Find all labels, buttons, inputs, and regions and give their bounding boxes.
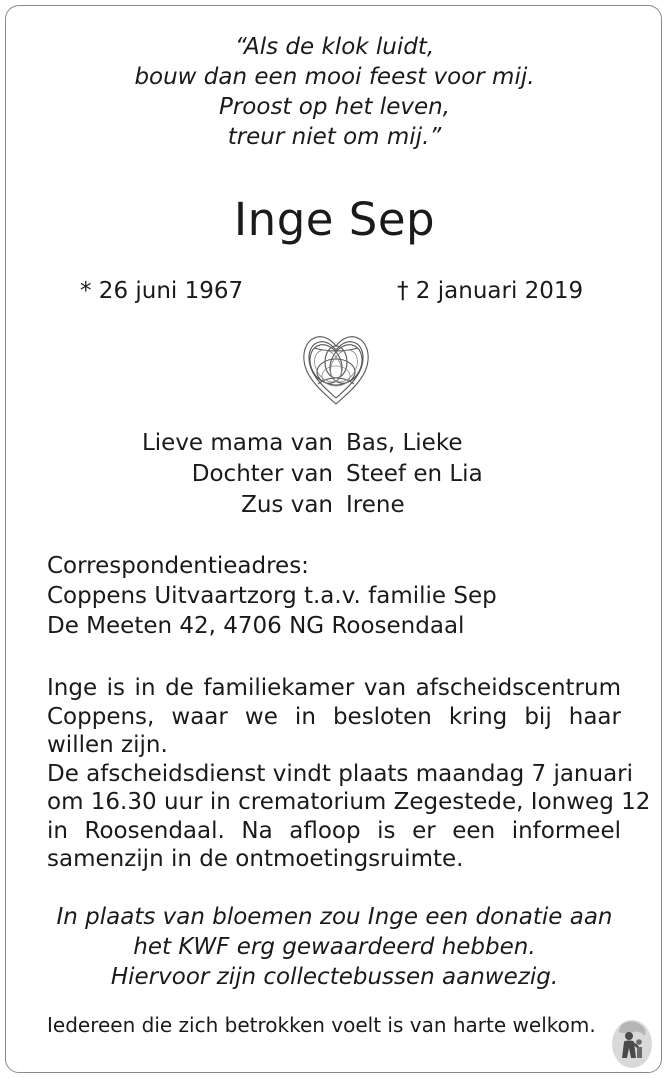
relation-row [0, 428, 669, 459]
correspondence-heading: Correspondentieadres: [47, 553, 309, 579]
ceremony-details [47, 674, 651, 874]
poem-line: bouw dan een mooi feest voor mij. [134, 64, 535, 90]
body-line: willen zijn. [47, 732, 168, 758]
deceased-name: Inge Sep [233, 193, 436, 246]
body-line: Coppens, waar we in besloten kring bij haar [47, 703, 621, 730]
donation-line: het KWF erg gewaardeerd hebben. [133, 934, 536, 960]
relation-label: Dochter van [191, 461, 333, 487]
welcome-note: Iedereen die zich betrokken voelt is van harte welkom. [47, 1013, 596, 1037]
relation-value: Bas, Lieke [346, 430, 463, 456]
donation-line: Hiervoor zijn collectebussen aanwezig. [110, 964, 559, 990]
relation-value: Steef en Lia [346, 461, 483, 487]
body-line: samenzijn in de ontmoetingsruimte. [47, 846, 464, 872]
correspondence-line: De Meeten 42, 4706 NG Roosendaal [47, 613, 465, 639]
birth-date: * 26 juni 1967 [80, 278, 244, 304]
donation-note [0, 902, 669, 992]
poem-line: treur niet om mij.” [227, 124, 442, 150]
body-line: Inge is in de familiekamer van afscheidscentrum [47, 675, 621, 701]
poem [0, 32, 669, 152]
celtic-heart-knot-icon [298, 322, 374, 408]
death-date: † 2 januari 2019 [397, 278, 584, 304]
relation-label: Lieve mama van [141, 430, 333, 456]
poem-line: “Als de klok luidt, [234, 34, 435, 60]
body-line: De afscheidsdienst vindt plaats maandag 7 januari [47, 760, 634, 787]
body-line: in Roosendaal. Na afloop is er een informeel [47, 817, 621, 844]
poem-line: Proost op het leven, [218, 94, 450, 120]
relation-label: Zus van [241, 492, 333, 518]
body-line: om 16.30 uur in crematorium Zegestede, Ionweg 12 [47, 789, 651, 815]
donation-line: In plaats van bloemen zou Inge een donatie aan [56, 904, 613, 930]
relation-row [0, 490, 669, 521]
correspondence-address [47, 551, 497, 641]
relations-list [0, 428, 669, 521]
relation-row [0, 459, 669, 490]
relation-value: Irene [346, 492, 405, 518]
memorial-figure-logo-icon [607, 1014, 657, 1070]
correspondence-line: Coppens Uitvaartzorg t.a.v. familie Sep [47, 583, 497, 609]
